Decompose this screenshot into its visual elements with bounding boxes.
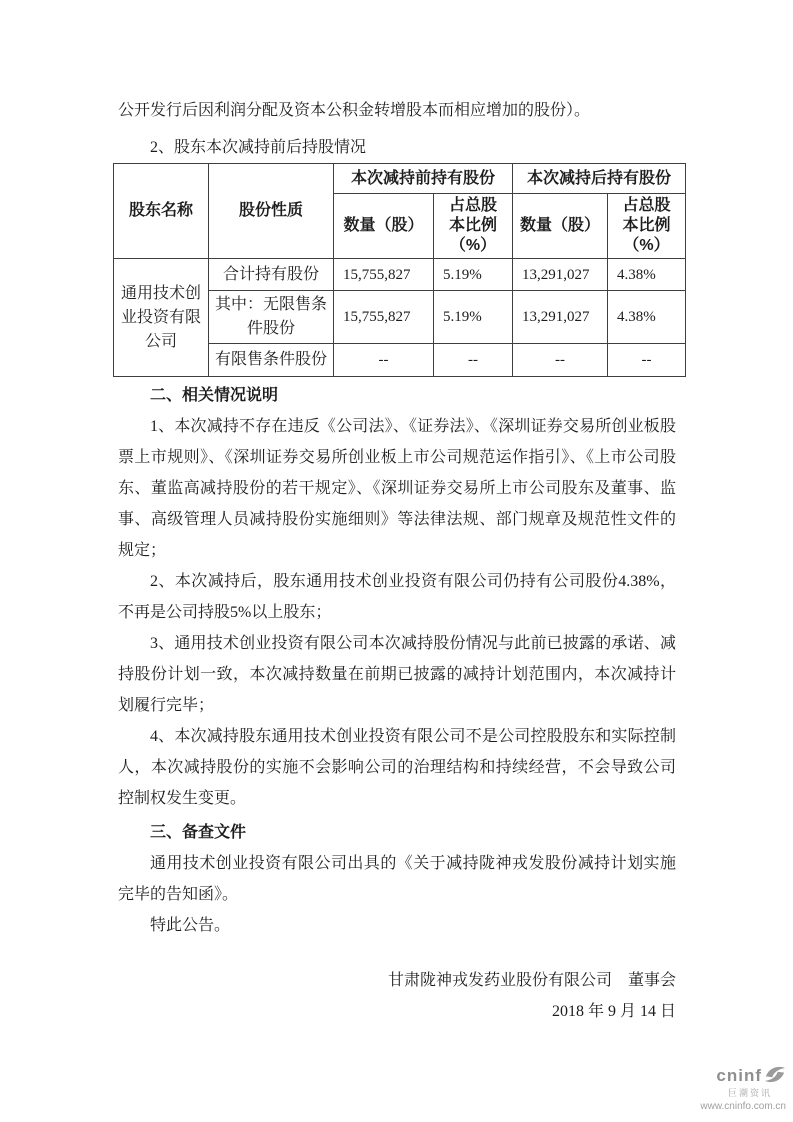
before-qty-cell: -- <box>334 344 434 377</box>
intro-line: 公开发行后因利润分配及资本公积金转增股本而相应增加的股份）。 <box>118 102 591 119</box>
table-row-total <box>114 259 686 291</box>
header-after-group: 本次减持后持有股份 <box>513 164 686 194</box>
nature-cell: 有限售条件股份 <box>209 344 334 377</box>
header-before-ratio: 占总股本比例（%） <box>434 194 513 259</box>
related-para-1: 1、本次减持不存在违反《公司法》、《证券法》、《深圳证券交易所创业板股票上市规则》、《深圳证券交易所创业板上市公司规范运作指引》、《上市公司股东、董监高减持股份的若干规定》、《深圳证券交易所上市公司股东及董事、监事、高级管理人员减持股份实施细则》等法律法规、部门规章及规范性文件的规定； <box>118 418 676 559</box>
cninfo-brand-row <box>700 1065 786 1089</box>
signature-date-line: 2018 年 9 月 14 日 <box>551 1003 676 1020</box>
cninfo-logo <box>700 1065 786 1112</box>
header-after-ratio: 占总股本比例（%） <box>608 194 686 259</box>
cninfo-brand-text: cninf <box>716 1065 762 1085</box>
after-ratio-cell: 4.38% <box>608 291 686 344</box>
before-qty-cell: 15,755,827 <box>334 259 434 291</box>
related-para-2: 2、本次减持后，股东通用技术创业投资有限公司仍持有公司股份4.38%，不再是公司持股5%以上股东； <box>118 573 676 621</box>
header-before-quantity: 数量（股） <box>334 194 434 259</box>
cninfo-swirl-icon <box>764 1065 786 1089</box>
signature-company-line: 甘肃陇神戎发药业股份有限公司 董事会 <box>387 972 676 989</box>
shareholding-table <box>113 163 686 377</box>
related-info-heading: 二、相关情况说明 <box>150 387 279 404</box>
after-ratio-cell: 4.38% <box>608 259 686 291</box>
header-before-group: 本次减持前持有股份 <box>334 164 513 194</box>
before-ratio-cell: -- <box>434 344 513 377</box>
before-ratio-cell: 5.19% <box>434 291 513 344</box>
header-shareholder-name: 股东名称 <box>114 164 209 259</box>
signature-block <box>118 965 676 1027</box>
shareholder-name-cell: 通用技术创业投资有限公司 <box>114 259 209 377</box>
cninfo-url: www.cninfo.com.cn <box>700 1101 786 1112</box>
before-ratio-cell: 5.19% <box>434 259 513 291</box>
nature-cell: 其中：无限售条件股份 <box>209 291 334 344</box>
section2-title: 2、股东本次减持前后持股情况 <box>150 139 367 156</box>
header-share-nature: 股份性质 <box>209 164 334 259</box>
after-qty-cell: 13,291,027 <box>513 259 608 291</box>
closing-line: 特此公告。 <box>150 917 231 934</box>
after-qty-cell: 13,291,027 <box>513 291 608 344</box>
related-para-3: 3、通用技术创业投资有限公司本次减持股份情况与此前已披露的承诺、减持股份计划一致，本次减持数量在前期已披露的减持计划范围内，本次减持计划履行完毕； <box>118 635 676 714</box>
after-ratio-cell: -- <box>608 344 686 377</box>
reference-docs-para: 通用技术创业投资有限公司出具的《关于减持陇神戎发股份减持计划实施完毕的告知函》。 <box>118 855 676 903</box>
before-qty-cell: 15,755,827 <box>334 291 434 344</box>
nature-cell: 合计持有股份 <box>209 259 334 291</box>
related-para-4: 4、本次减持股东通用技术创业投资有限公司不是公司控股股东和实际控制人，本次减持股份的实施不会影响公司的治理结构和持续经营，不会导致公司控制权发生变更。 <box>118 728 676 807</box>
header-after-quantity: 数量（股） <box>513 194 608 259</box>
cninfo-subtitle: 巨潮资讯 <box>727 1088 772 1099</box>
after-qty-cell: -- <box>513 344 608 377</box>
reference-docs-heading: 三、备查文件 <box>150 824 247 841</box>
